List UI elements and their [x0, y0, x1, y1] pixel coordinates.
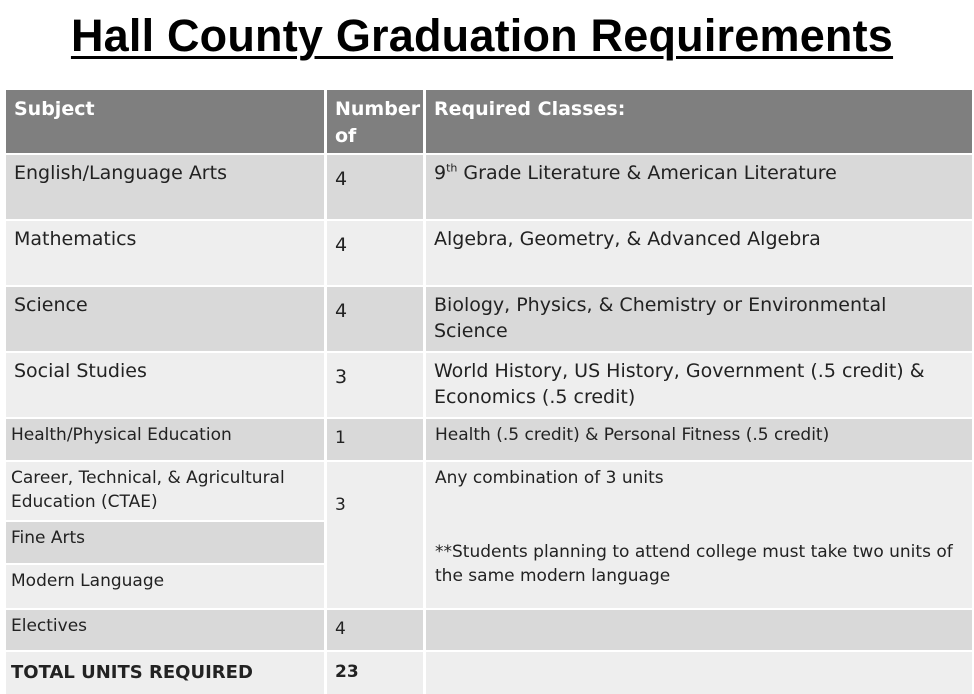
- subject-cell: Social Studies: [6, 353, 324, 417]
- college-note: **Students planning to attend college must take two units of the same modern language: [435, 541, 953, 586]
- total-classes-cell: [426, 652, 972, 694]
- total-units: 23: [327, 652, 423, 694]
- units-cell: 4: [327, 221, 423, 285]
- header-units: [327, 90, 423, 153]
- subject-cell: Career, Technical, & Agricultural Education (CTAE): [6, 462, 324, 520]
- total-label: TOTAL UNITS REQUIRED: [6, 652, 324, 694]
- subject-cell: Fine Arts: [6, 522, 324, 563]
- classes-cell: [426, 462, 972, 608]
- classes-grade-suffix: th: [446, 161, 458, 175]
- units-cell: 4: [327, 610, 423, 650]
- header-classes: Required Classes:: [426, 90, 972, 153]
- subject-cell: Modern Language: [6, 565, 324, 608]
- header-units-line2: of: [335, 124, 357, 147]
- subject-cell: Science: [6, 287, 324, 351]
- subject-cell: Mathematics: [6, 221, 324, 285]
- units-cell: 3: [327, 353, 423, 417]
- units-cell: 3: [327, 462, 423, 608]
- classes-cell: Health (.5 credit) & Personal Fitness (.5 credit): [426, 419, 972, 460]
- header-subject: Subject: [6, 90, 324, 153]
- subject-cell: Health/Physical Education: [6, 419, 324, 460]
- classes-cell: World History, US History, Government (.5 credit) & Economics (.5 credit): [426, 353, 972, 417]
- requirements-table: [6, 90, 966, 694]
- classes-grade-number: 9: [434, 162, 447, 184]
- header-units-line1: Number: [335, 98, 421, 120]
- subject-cell: English/Language Arts: [6, 155, 324, 219]
- classes-text: Any combination of 3 units: [435, 468, 664, 488]
- classes-cell: Algebra, Geometry, & Advanced Algebra: [426, 221, 972, 285]
- units-cell: 1: [327, 419, 423, 460]
- page-title: Hall County Graduation Requirements: [70, 10, 894, 61]
- classes-text: Grade Literature & American Literature: [457, 162, 837, 184]
- units-cell: 4: [327, 287, 423, 351]
- classes-cell: [426, 610, 972, 650]
- classes-cell: [426, 155, 972, 219]
- classes-cell: Biology, Physics, & Chemistry or Environmental Science: [426, 287, 972, 351]
- subject-cell: Electives: [6, 610, 324, 650]
- units-cell: 4: [327, 155, 423, 219]
